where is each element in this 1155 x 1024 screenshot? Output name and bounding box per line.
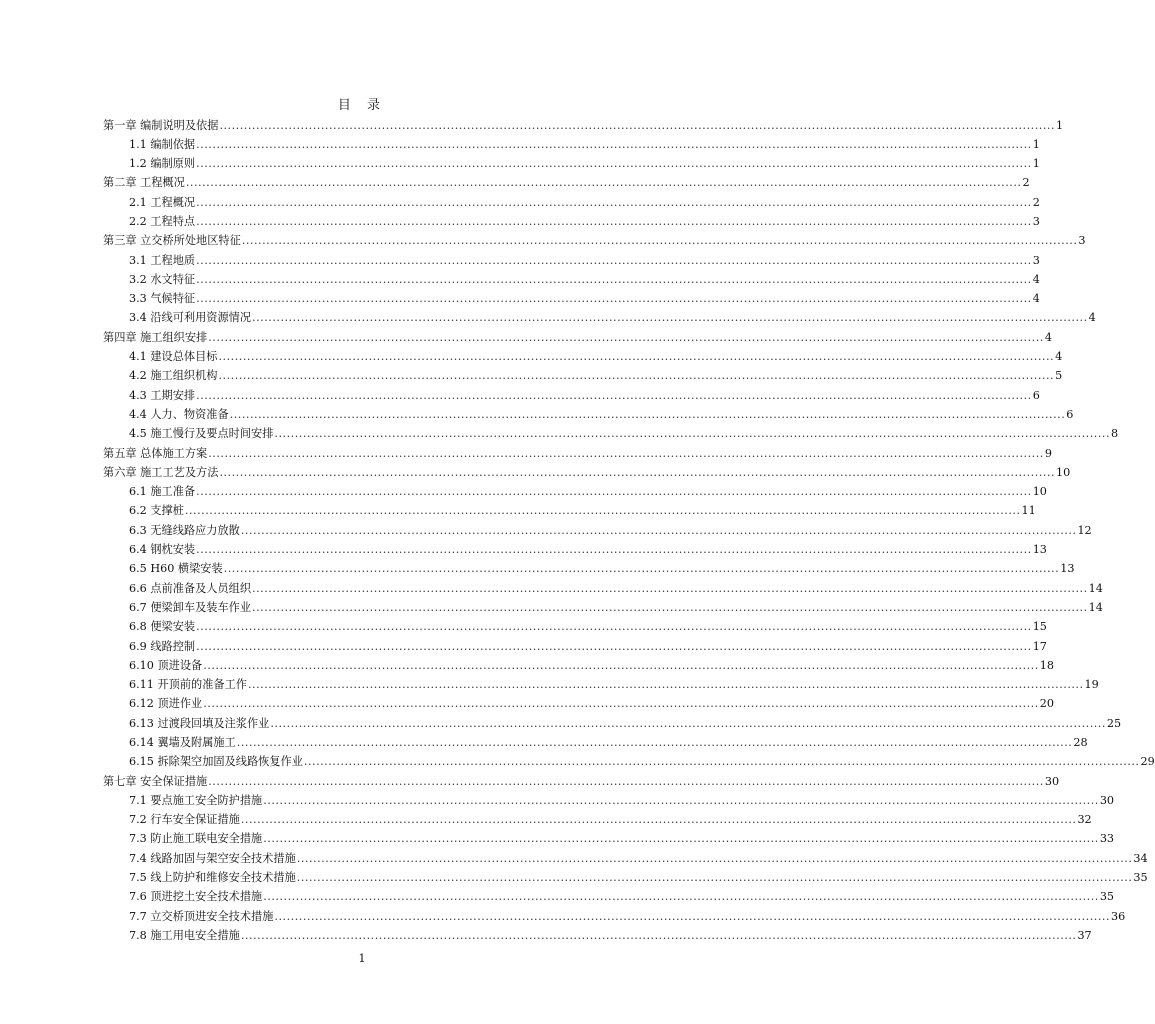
toc-entry-label: 4.5 施工慢行及要点时间安排	[129, 427, 274, 441]
toc-entry-page: 12	[1077, 523, 1092, 537]
toc-entry-label: 2.2 工程特点	[129, 214, 196, 228]
toc-dot-leader: ..............................................................................................................................................................................................................	[218, 369, 1055, 383]
toc-dot-leader: ..............................................................................................................................................................................................................	[196, 292, 1032, 306]
toc-dot-leader: ..............................................................................................................................................................................................................	[196, 272, 1032, 286]
toc-entry-label: 4.4 人力、物资准备	[129, 407, 229, 421]
toc-chapter-entry[interactable]	[103, 231, 1086, 250]
toc-chapter-entry[interactable]	[103, 116, 1064, 135]
toc-dot-leader: ..............................................................................................................................................................................................................	[185, 176, 1022, 190]
toc-entry-label: 第三章 立交桥所处地区特征	[103, 234, 241, 248]
toc-section-entry[interactable]	[103, 579, 1103, 598]
toc-entry-page: 1	[1056, 118, 1064, 132]
toc-entry-page: 4	[1032, 292, 1040, 306]
toc-entry-page: 13	[1032, 543, 1047, 557]
toc-entry-page: 15	[1032, 620, 1047, 634]
toc-section-entry[interactable]	[103, 501, 1036, 520]
toc-entry-label: 6.10 顶进设备	[129, 658, 203, 672]
toc-entry-page: 13	[1060, 562, 1075, 576]
toc-entry-page: 20	[1039, 697, 1055, 711]
toc-section-entry[interactable]	[103, 810, 1092, 829]
toc-entry-label: 7.8 施工用电安全措施	[129, 928, 240, 942]
toc-dot-leader: ..............................................................................................................................................................................................................	[236, 736, 1073, 749]
toc-entry-label: 3.3 气候特征	[129, 292, 196, 306]
toc-section-entry[interactable]	[103, 251, 1040, 270]
toc-entry-label: 6.12 顶进作业	[129, 697, 203, 711]
toc-entry-page: 35	[1133, 871, 1148, 885]
toc-entry-label: 6.11 开顶前的准备工作	[129, 678, 247, 692]
toc-entry-page: 6	[1066, 407, 1074, 421]
toc-entry-label: 7.4 线路加固与架空安全技术措施	[129, 851, 296, 865]
page-number: 1	[358, 952, 366, 965]
toc-entry-page: 4	[1044, 330, 1052, 344]
toc-dot-leader: ..............................................................................................................................................................................................................	[196, 137, 1032, 151]
toc-entry-label: 6.5 H60 横梁安装	[129, 562, 223, 576]
toc-entry-label: 第五章 总体施工方案	[103, 446, 208, 460]
toc-entry-page: 14	[1088, 581, 1103, 595]
toc-entry-label: 7.5 线上防护和维修安全技术措施	[129, 871, 296, 885]
toc-entry-label: 6.15 拆除架空加固及线路恢复作业	[129, 755, 303, 769]
toc-dot-leader: ..............................................................................................................................................................................................................	[241, 234, 1078, 248]
toc-entry-page: 18	[1039, 658, 1055, 672]
toc-section-entry[interactable]	[103, 135, 1040, 154]
toc-entry-page: 3	[1032, 214, 1040, 228]
toc-entry-label: 7.7 立交桥顶进安全技术措施	[129, 909, 274, 923]
toc-entry-label: 6.14 翼墙及附属施工	[129, 736, 236, 749]
toc-dot-leader: ..............................................................................................................................................................................................................	[223, 562, 1060, 576]
toc-section-entry[interactable]	[103, 366, 1063, 385]
toc-section-entry[interactable]	[103, 521, 1092, 540]
toc-dot-leader: ..............................................................................................................................................................................................................	[252, 311, 1088, 325]
toc-entry-page: 37	[1077, 928, 1092, 942]
toc-section-entry[interactable]	[103, 559, 1075, 578]
toc-entry-page: 4	[1055, 350, 1063, 364]
toc-entry-label: 6.13 过渡段回填及注浆作业	[129, 716, 270, 730]
toc-entry-label: 3.1 工程地质	[129, 253, 196, 267]
toc-dot-leader: ..............................................................................................................................................................................................................	[208, 330, 1044, 344]
toc-entry-page: 1	[1032, 137, 1040, 151]
toc-entry-page: 28	[1073, 736, 1088, 749]
toc-chapter-entry[interactable]	[103, 444, 1052, 463]
toc-section-entry[interactable]	[103, 637, 1047, 656]
toc-section-entry[interactable]	[103, 270, 1040, 289]
toc-section-entry[interactable]	[103, 656, 1055, 675]
toc-entry-label: 6.8 便梁安装	[129, 620, 196, 634]
toc-dot-leader: ..............................................................................................................................................................................................................	[196, 543, 1032, 557]
toc-section-entry[interactable]	[103, 791, 1115, 810]
toc-section-entry[interactable]	[103, 849, 1148, 868]
toc-entry-page: 32	[1077, 813, 1092, 827]
toc-entry-page: 2	[1032, 195, 1040, 209]
toc-entry-label: 第七章 安全保证措施	[103, 774, 208, 788]
toc-entry-page: 14	[1088, 600, 1103, 614]
toc-entry-page: 36	[1111, 909, 1126, 923]
toc-dot-leader: ..............................................................................................................................................................................................................	[196, 388, 1032, 402]
toc-dot-leader: ..............................................................................................................................................................................................................	[203, 658, 1039, 672]
toc-chapter-entry[interactable]	[103, 772, 1060, 791]
toc-dot-leader: ..............................................................................................................................................................................................................	[263, 793, 1099, 807]
toc-dot-leader: ..............................................................................................................................................................................................................	[263, 890, 1099, 904]
toc-section-entry[interactable]	[103, 154, 1040, 173]
toc-section-entry[interactable]	[103, 289, 1040, 308]
table-of-contents	[103, 116, 1155, 946]
toc-entry-label: 3.2 水文特征	[129, 272, 196, 286]
toc-dot-leader: ..............................................................................................................................................................................................................	[274, 427, 1110, 441]
toc-entry-label: 第六章 施工工艺及方法	[103, 465, 219, 479]
toc-chapter-entry[interactable]	[103, 463, 1071, 482]
toc-dot-leader: ..............................................................................................................................................................................................................	[240, 813, 1077, 827]
toc-entry-label: 6.6 点前准备及人员组织	[129, 581, 252, 595]
toc-dot-leader: ..............................................................................................................................................................................................................	[196, 639, 1032, 653]
toc-section-entry[interactable]	[103, 405, 1074, 424]
toc-entry-page: 19	[1084, 678, 1099, 692]
toc-dot-leader: ..............................................................................................................................................................................................................	[247, 678, 1084, 692]
toc-entry-page: 35	[1099, 890, 1115, 904]
toc-section-entry[interactable]	[103, 424, 1119, 443]
toc-dot-leader: ..............................................................................................................................................................................................................	[219, 118, 1056, 132]
toc-section-entry[interactable]	[103, 887, 1115, 906]
toc-dot-leader: ..............................................................................................................................................................................................................	[263, 832, 1099, 846]
toc-dot-leader: ..............................................................................................................................................................................................................	[196, 214, 1032, 228]
toc-section-entry[interactable]	[103, 347, 1063, 366]
toc-entry-page: 4	[1088, 311, 1096, 325]
toc-entry-label: 6.3 无缝线路应力放散	[129, 523, 240, 537]
toc-dot-leader: ..............................................................................................................................................................................................................	[184, 504, 1021, 518]
toc-dot-leader: ..............................................................................................................................................................................................................	[196, 195, 1032, 209]
toc-chapter-entry[interactable]	[103, 173, 1030, 192]
toc-dot-leader: ..............................................................................................................................................................................................................	[296, 871, 1133, 885]
toc-entry-page: 6	[1032, 388, 1040, 402]
toc-entry-label: 6.9 线路控制	[129, 639, 196, 653]
toc-entry-label: 6.1 施工准备	[129, 485, 196, 499]
toc-section-entry[interactable]	[103, 675, 1099, 694]
toc-entry-page: 25	[1106, 716, 1122, 730]
toc-entry-label: 6.4 钢枕安装	[129, 543, 196, 557]
toc-dot-leader: ..............................................................................................................................................................................................................	[252, 581, 1088, 595]
toc-entry-page: 10	[1032, 485, 1047, 499]
toc-entry-label: 6.2 支撑桩	[129, 504, 184, 518]
toc-dot-leader: ..............................................................................................................................................................................................................	[196, 253, 1032, 267]
toc-section-entry[interactable]	[103, 714, 1122, 733]
toc-section-entry[interactable]	[103, 733, 1088, 752]
toc-entry-page: 2	[1022, 176, 1030, 190]
toc-dot-leader: ..............................................................................................................................................................................................................	[208, 446, 1044, 460]
toc-section-entry[interactable]	[103, 617, 1047, 636]
toc-entry-page: 10	[1056, 465, 1071, 479]
toc-entry-page: 3	[1078, 234, 1086, 248]
toc-entry-label: 6.7 便梁卸车及装车作业	[129, 600, 252, 614]
toc-entry-label: 第四章 施工组织安排	[103, 330, 208, 344]
toc-dot-leader: ..............................................................................................................................................................................................................	[240, 928, 1077, 942]
toc-section-entry[interactable]	[103, 540, 1047, 559]
toc-dot-leader: ..............................................................................................................................................................................................................	[218, 350, 1055, 364]
toc-entry-page: 17	[1032, 639, 1047, 653]
toc-dot-leader: ..............................................................................................................................................................................................................	[196, 157, 1032, 171]
toc-section-entry[interactable]	[103, 598, 1103, 617]
toc-section-entry[interactable]	[103, 193, 1040, 212]
toc-entry-page: 3	[1032, 253, 1040, 267]
toc-chapter-entry[interactable]	[103, 328, 1052, 347]
toc-title: 目 录	[337, 98, 387, 113]
toc-entry-label: 7.1 要点施工安全防护措施	[129, 793, 263, 807]
toc-dot-leader: ..............................................................................................................................................................................................................	[252, 600, 1088, 614]
toc-section-entry[interactable]	[103, 694, 1055, 713]
toc-entry-label: 7.3 防止施工联电安全措施	[129, 832, 263, 846]
toc-entry-page: 9	[1044, 446, 1052, 460]
toc-dot-leader: ..............................................................................................................................................................................................................	[203, 697, 1039, 711]
toc-entry-label: 4.2 施工组织机构	[129, 369, 218, 383]
toc-section-entry[interactable]	[103, 868, 1148, 887]
toc-entry-label: 2.1 工程概况	[129, 195, 196, 209]
toc-section-entry[interactable]	[103, 752, 1155, 771]
toc-dot-leader: ..............................................................................................................................................................................................................	[196, 620, 1032, 634]
toc-entry-label: 1.1 编制依据	[129, 137, 196, 151]
toc-entry-page: 30	[1044, 774, 1060, 788]
toc-entry-page: 11	[1021, 504, 1036, 518]
toc-dot-leader: ..............................................................................................................................................................................................................	[274, 909, 1110, 923]
toc-dot-leader: ..............................................................................................................................................................................................................	[270, 716, 1106, 730]
toc-entry-label: 第一章 编制说明及依据	[103, 118, 219, 132]
toc-dot-leader: ..............................................................................................................................................................................................................	[303, 755, 1140, 769]
toc-entry-label: 1.2 编制原则	[129, 157, 196, 171]
toc-section-entry[interactable]	[103, 308, 1096, 327]
toc-dot-leader: ..............................................................................................................................................................................................................	[196, 485, 1032, 499]
toc-section-entry[interactable]	[103, 829, 1115, 848]
toc-section-entry[interactable]	[103, 907, 1126, 926]
toc-section-entry[interactable]	[103, 386, 1040, 405]
toc-section-entry[interactable]	[103, 482, 1047, 501]
toc-section-entry[interactable]	[103, 926, 1092, 945]
toc-entry-page: 33	[1099, 832, 1115, 846]
toc-entry-label: 4.3 工期安排	[129, 388, 196, 402]
toc-entry-page: 8	[1111, 427, 1119, 441]
toc-entry-label: 3.4 沿线可利用资源情况	[129, 311, 252, 325]
toc-entry-page: 5	[1055, 369, 1063, 383]
toc-entry-page: 4	[1032, 272, 1040, 286]
toc-dot-leader: ..............................................................................................................................................................................................................	[219, 465, 1056, 479]
toc-entry-page: 29	[1140, 755, 1155, 769]
toc-entry-label: 7.6 顶进挖土安全技术措施	[129, 890, 263, 904]
toc-dot-leader: ..............................................................................................................................................................................................................	[229, 407, 1066, 421]
toc-entry-label: 4.1 建设总体目标	[129, 350, 218, 364]
toc-entry-page: 1	[1032, 157, 1040, 171]
toc-entry-page: 34	[1133, 851, 1148, 865]
toc-entry-label: 7.2 行车安全保证措施	[129, 813, 240, 827]
toc-dot-leader: ..............................................................................................................................................................................................................	[296, 851, 1133, 865]
toc-dot-leader: ..............................................................................................................................................................................................................	[240, 523, 1077, 537]
toc-section-entry[interactable]	[103, 212, 1040, 231]
toc-entry-label: 第二章 工程概况	[103, 176, 185, 190]
toc-dot-leader: ..............................................................................................................................................................................................................	[208, 774, 1044, 788]
toc-entry-page: 30	[1099, 793, 1115, 807]
